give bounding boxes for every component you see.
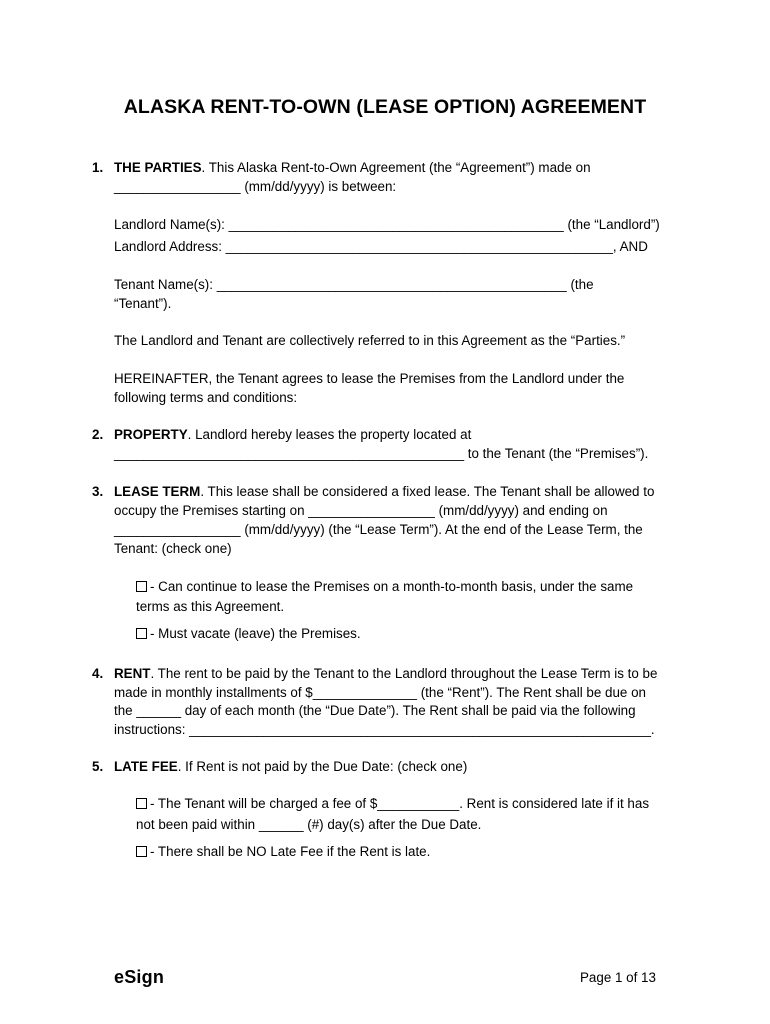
- section-4-line-1: [114, 664, 657, 683]
- section-3-heading: LEASE TERM: [114, 484, 201, 499]
- page-number: Page 1 of 13: [580, 970, 656, 985]
- late-fee-option-2: [136, 842, 430, 861]
- section-4-text-1: . The rent to be paid by the Tenant to the Landlord throughout the Lease Term is to be: [150, 666, 658, 681]
- section-3-line-2: occupy the Premises starting on _________________ (mm/dd/yyyy) and ending on: [114, 503, 608, 518]
- section-3-line-4: Tenant: (check one): [114, 541, 232, 556]
- section-5-number: 5.: [92, 759, 104, 774]
- landlord-name-field: Landlord Name(s): _____________________________________________ (the “Landlord”): [114, 217, 660, 232]
- parties-collective-text: The Landlord and Tenant are collectively referred to in this Agreement as the “Parties.”: [114, 333, 626, 348]
- checkbox-month-to-month[interactable]: [136, 581, 147, 592]
- section-5-line-1: [114, 757, 467, 776]
- section-3-text-1: . This lease shall be considered a fixed lease. The Tenant shall be allowed to: [200, 484, 655, 499]
- section-1-number: 1.: [92, 160, 104, 175]
- section-1-line-1: [114, 158, 591, 177]
- section-3-line-3: _________________ (mm/dd/yyyy) (the “Lease Term”). At the end of the Lease Term, the: [114, 522, 643, 537]
- section-2-number: 2.: [92, 427, 104, 442]
- tenant-name-field: Tenant Name(s): _______________________________________________ (the: [114, 277, 594, 292]
- section-1-line-2: _________________ (mm/dd/yyyy) is between:: [114, 179, 397, 194]
- checkbox-late-fee-charged[interactable]: [136, 798, 147, 809]
- section-2-text-1: . Landlord hereby leases the property located at: [187, 427, 472, 442]
- section-5-heading: LATE FEE: [114, 759, 178, 774]
- checkbox-must-vacate[interactable]: [136, 628, 147, 639]
- section-4-number: 4.: [92, 666, 104, 681]
- section-4-heading: RENT: [114, 666, 151, 681]
- section-4-line-2: made in monthly installments of $______________ (the “Rent”). The Rent shall be due on: [114, 685, 646, 700]
- lease-term-option-2-text: - Must vacate (leave) the Premises.: [150, 626, 361, 641]
- tenant-name-continued: “Tenant”).: [114, 296, 172, 311]
- hereinafter-line-1: HEREINAFTER, the Tenant agrees to lease the Premises from the Landlord under the: [114, 371, 625, 386]
- section-1-heading: THE PARTIES: [114, 160, 202, 175]
- checkbox-no-late-fee[interactable]: [136, 846, 147, 857]
- lease-term-option-1: [136, 577, 633, 596]
- late-fee-option-1-text: - The Tenant will be charged a fee of $___________. Rent is considered late if it has: [150, 796, 650, 811]
- section-3-number: 3.: [92, 484, 104, 499]
- late-fee-option-2-text: - There shall be NO Late Fee if the Rent is late.: [150, 844, 431, 859]
- section-4-line-4: instructions: ______________________________________________________________.: [114, 722, 655, 737]
- hereinafter-line-2: following terms and conditions:: [114, 390, 298, 405]
- section-1-text-1: . This Alaska Rent-to-Own Agreement (the “Agreement”) made on: [201, 160, 591, 175]
- esign-logo: eSign: [114, 967, 165, 987]
- section-2-heading: PROPERTY: [114, 427, 188, 442]
- section-2-line-2: _______________________________________________ to the Tenant (the “Premises”).: [114, 446, 649, 461]
- lease-term-option-1-continued: terms as this Agreement.: [136, 599, 285, 614]
- section-3-line-1: [114, 482, 654, 501]
- late-fee-option-1-continued: not been paid within ______ (#) day(s) after the Due Date.: [136, 817, 482, 832]
- section-2-line-1: [114, 425, 471, 444]
- section-4-line-3: the ______ day of each month (the “Due Date”). The Rent shall be paid via the following: [114, 703, 636, 718]
- lease-term-option-2: [136, 624, 361, 643]
- document-title: ALASKA RENT-TO-OWN (LEASE OPTION) AGREEMENT: [123, 96, 647, 118]
- landlord-address-field: Landlord Address: ____________________________________________________, AND: [114, 239, 648, 254]
- late-fee-option-1: [136, 794, 649, 813]
- section-5-text-1: . If Rent is not paid by the Due Date: (check one): [177, 759, 468, 774]
- lease-term-option-1-text: - Can continue to lease the Premises on a month-to-month basis, under the same: [150, 579, 634, 594]
